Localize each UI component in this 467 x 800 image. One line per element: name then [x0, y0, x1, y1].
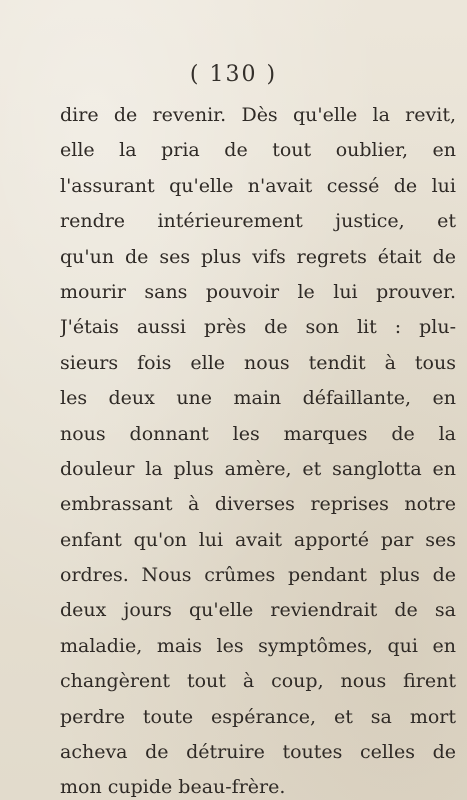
text-line: elle la pria de tout oublier, en	[60, 139, 456, 162]
text-line: embrassant à diverses reprises notre	[60, 493, 456, 516]
text-line: mon cupide beau-frère.	[60, 776, 286, 799]
page-number: ( 130 )	[189, 62, 278, 87]
text-line: rendre intérieurement justice, et	[60, 210, 456, 233]
text-line: ordres. Nous crûmes pendant plus de	[60, 564, 456, 587]
text-line: changèrent tout à coup, nous firent	[60, 670, 456, 693]
text-line: dire de revenir. Dès qu'elle la revit,	[60, 104, 456, 126]
text-line: mourir sans pouvoir le lui prouver.	[60, 280, 456, 303]
text-line: douleur la plus amère, et sanglotta en	[60, 457, 456, 480]
text-line: les deux une main défaillante, en	[60, 387, 456, 410]
text-line: J'étais aussi près de son lit : plu-	[60, 316, 456, 339]
text-line: acheva de détruire toutes celles de	[60, 741, 456, 764]
text-line: perdre toute espérance, et sa mort	[60, 705, 456, 728]
text-line: qu'un de ses plus vifs regrets était de	[60, 245, 456, 268]
text-line: sieurs fois elle nous tendit à tous	[60, 351, 456, 374]
text-line: enfant qu'on lui avait apporté par ses	[60, 528, 456, 551]
text-line: l'assurant qu'elle n'avait cessé de lui	[60, 174, 456, 197]
text-line: nous donnant les marques de la	[60, 422, 456, 445]
body-text	[60, 98, 456, 800]
text-line: maladie, mais les symptômes, qui en	[60, 634, 456, 657]
text-line: deux jours qu'elle reviendrait de sa	[60, 599, 456, 622]
